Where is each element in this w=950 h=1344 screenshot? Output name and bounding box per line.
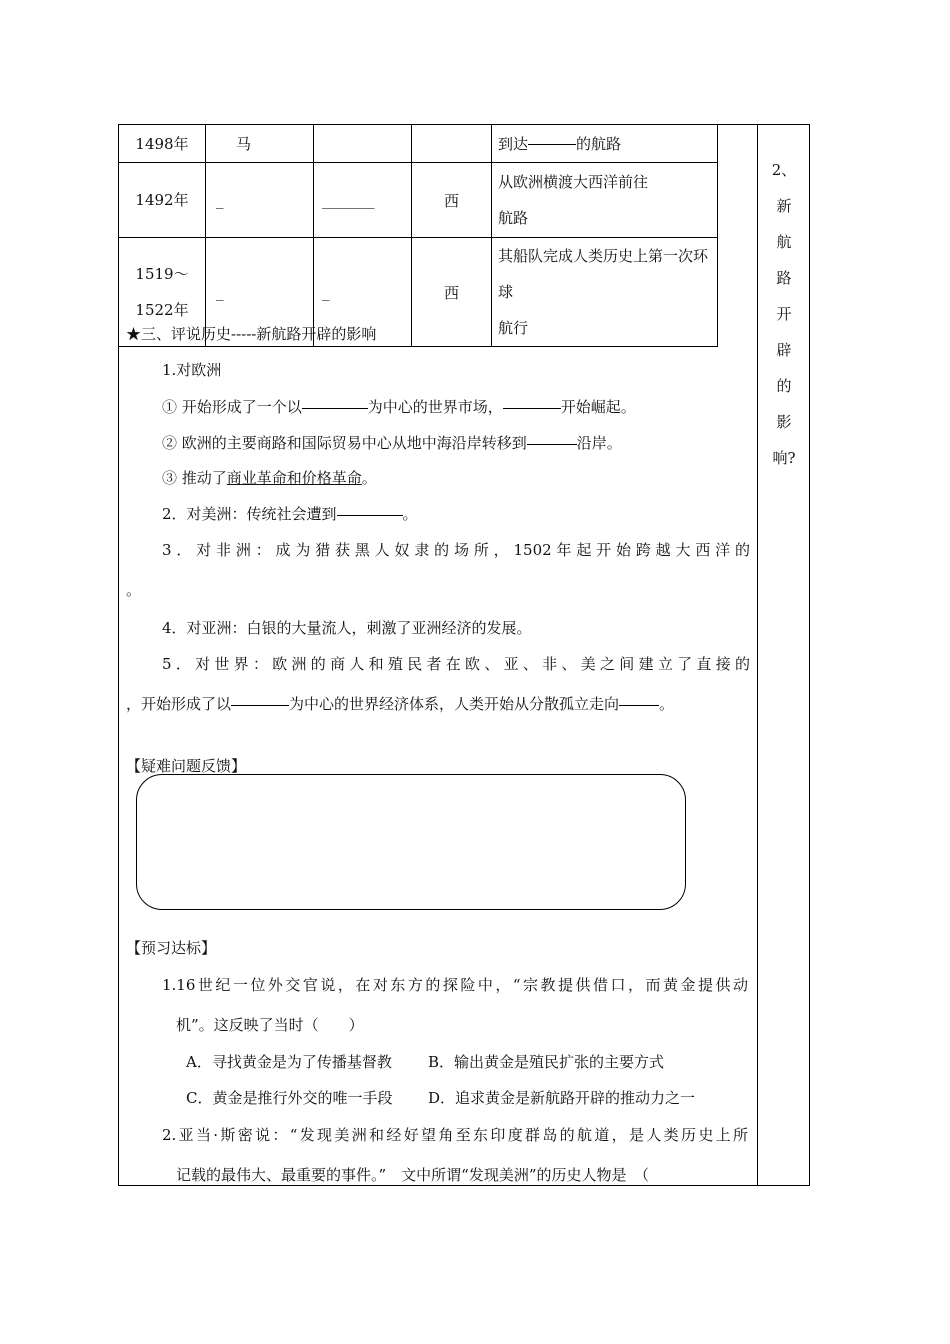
- question-1-option-d[interactable]: D．追求黄金是新航路开辟的推动力之一: [428, 1089, 696, 1107]
- route-description: [492, 238, 718, 347]
- text: ② 欧洲的主要商路和国际贸易中心从地中海沿岸转移到: [162, 434, 527, 452]
- text: 开始崛起。: [560, 398, 636, 416]
- fill-blank[interactable]: [231, 705, 289, 706]
- europe-point-2: [162, 432, 622, 453]
- preview-title: 【预习达标】: [126, 939, 217, 957]
- route-description: [492, 163, 718, 238]
- route-navigator: 马: [206, 125, 314, 163]
- route-country: _______: [314, 163, 412, 238]
- route-year: 1492年: [119, 163, 206, 238]
- feedback-title: 【疑难问题反馈】: [126, 757, 247, 775]
- question-1-option-b[interactable]: B．输出黄金是殖民扩张的主要方式: [428, 1053, 665, 1071]
- fill-blank[interactable]: [528, 144, 576, 145]
- world-point-cont: [126, 693, 674, 714]
- africa-point: 3．对非洲：成为猎获黑人奴隶的场所，1502年起开始跨越大西洋的: [162, 541, 750, 559]
- side-question-char: 的: [776, 377, 792, 395]
- route-desc-text: 其船队完成人类历史上第一次环球: [498, 247, 709, 301]
- side-question-char: 辟: [776, 341, 792, 359]
- text: 2．对美洲：传统社会遭到: [162, 505, 337, 523]
- side-question-char: 航: [776, 233, 792, 251]
- side-question-char: 新: [776, 197, 792, 215]
- route-country: [314, 125, 412, 163]
- text: ① 开始形成了一个以: [162, 398, 302, 416]
- route-navigator: _: [206, 163, 314, 238]
- route-desc-text: 到达: [498, 134, 529, 153]
- question-1-line-1: 1.16世纪一位外交官说，在对东方的探险中，“宗教提供借口，而黄金提供动: [162, 976, 748, 994]
- europe-point-3: [162, 467, 377, 488]
- route-direction: 西: [412, 238, 492, 347]
- text: 为中心的世界市场，: [367, 398, 503, 416]
- side-question-char: 响?: [772, 449, 796, 467]
- route-direction: 西: [412, 163, 492, 238]
- route-desc-text: 从欧洲横渡大西洋前往: [498, 173, 649, 191]
- question-1-line-2: 机”。这反映了当时（ ）: [176, 1016, 364, 1034]
- underlined-text: 商业革命和价格革命: [226, 469, 362, 487]
- europe-point-1: [162, 396, 636, 417]
- routes-table: [118, 124, 718, 347]
- text: 沿岸。: [576, 434, 622, 452]
- text: 。: [402, 505, 418, 523]
- fill-blank[interactable]: [527, 444, 577, 445]
- feedback-box[interactable]: [136, 774, 686, 910]
- asia-point: 4．对亚洲：白银的大量流人，刺激了亚洲经济的发展。: [162, 619, 532, 637]
- fill-blank[interactable]: [337, 515, 403, 516]
- question-2-line-1: 2.亚当·斯密说：“发现美洲和经好望角至东印度群岛的航道，是人类历史上所: [162, 1126, 748, 1144]
- text: ③ 推动了: [162, 469, 227, 487]
- america-point: [162, 503, 418, 524]
- text: ，开始形成了以: [126, 695, 232, 713]
- route-desc-text: 航行: [498, 319, 529, 337]
- route-description: [492, 125, 718, 163]
- route-desc-text: 航路: [498, 209, 529, 227]
- question-1-option-c[interactable]: C．黄金是推行外交的唯一手段: [186, 1089, 393, 1107]
- route-desc-text: 的航路: [576, 134, 622, 153]
- route-year: 1498年: [119, 125, 206, 163]
- side-question: [758, 152, 810, 476]
- route-year-start: 1519～: [135, 265, 189, 283]
- side-question-char: 2、: [771, 161, 797, 179]
- route-row-1492: [119, 163, 718, 238]
- section3-heading: ★三、评说历史-----新航路开辟的影响: [126, 325, 377, 343]
- side-question-char: 路: [776, 269, 792, 287]
- world-point: 5．对世界：欧洲的商人和殖民者在欧、亚、非、美之间建立了直接的: [162, 655, 750, 673]
- fill-blank[interactable]: [619, 705, 659, 706]
- side-question-char: 开: [776, 305, 792, 323]
- africa-point-end: 。: [126, 581, 142, 599]
- question-2-line-2: 记载的最伟大、最重要的事件。” 文中所谓“发现美洲”的历史人物是 （: [176, 1166, 650, 1184]
- route-country: _: [314, 238, 412, 347]
- text: 。: [659, 695, 675, 713]
- fill-blank[interactable]: [302, 408, 368, 409]
- question-1-option-a[interactable]: A．寻找黄金是为了传播基督教: [186, 1053, 392, 1071]
- route-direction: [412, 125, 492, 163]
- text: 为中心的世界经济体系，人类开始从分散孤立走向: [289, 695, 620, 713]
- fill-blank[interactable]: [503, 408, 561, 409]
- route-year-end: 1522年: [135, 301, 189, 319]
- route-navigator: _: [206, 238, 314, 347]
- route-row-1498: [119, 125, 718, 163]
- side-question-char: 影: [776, 413, 792, 431]
- text: 。: [361, 469, 377, 487]
- europe-title: 1.对欧洲: [162, 361, 222, 379]
